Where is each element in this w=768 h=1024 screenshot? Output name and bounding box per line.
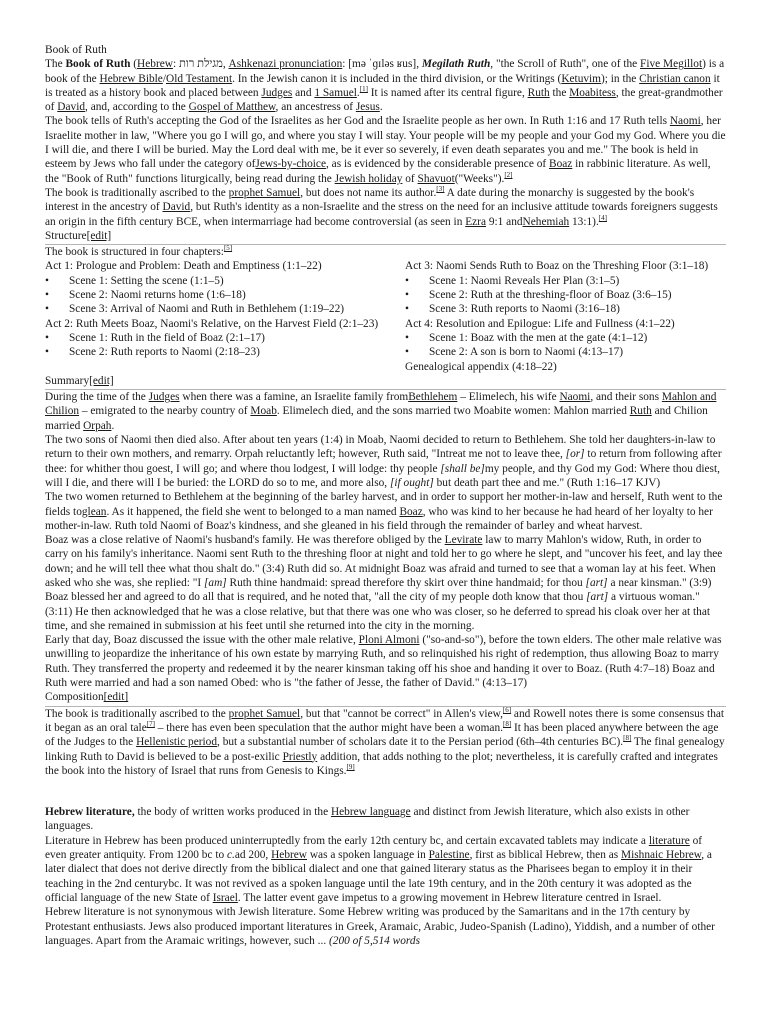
link-hebrew-language[interactable]: Hebrew language: [330, 806, 411, 819]
text: ("so-and-so"), before the town elders. The other male relative was unwilling to jeopardize the inheritance of his own estate by marrying Ruth, and so relinquished his right of redemption, thus allowing Boaz to marry Ruth. They transferred the property and redeemed it by the nearer kinsman taking off his shoe and handing it over to Boaz. (Ruth 4:7–18) Boaz and Ruth were married and had a son named Obed: who is "the father of Jesse, the father of David." (4:13–17): [45, 634, 722, 690]
ref-5[interactable]: [5]: [223, 244, 233, 253]
text: , "the Scroll of Ruth", one of the: [490, 58, 641, 71]
summary-paragraph-2: [45, 433, 726, 490]
link-jews-by-choice[interactable]: Jews-by-choice: [255, 158, 326, 171]
text: , and their sons: [590, 391, 662, 404]
text: ,: [416, 58, 422, 71]
text: , her Israelite mother in law, "Where you go I will go, and where you stay I will stay. Your people will be my people and your God my God. Where you die I will die, and there I will be buried. May the Lord deal with me, be it ever so severely, if even death separates you and me." The book is held in esteem by Jews who fall under the category of: [45, 115, 726, 171]
link-jesus[interactable]: Jesus: [355, 101, 380, 114]
text: . In the Jewish canon it is included in the third division, or the Writings (: [232, 72, 562, 85]
heading-text: Composition: [45, 691, 104, 704]
text: 9:1 and: [486, 215, 523, 228]
italic-text: [art]: [585, 576, 608, 589]
link-priestly[interactable]: Priestly: [282, 750, 318, 763]
section-heading-structure: [45, 229, 726, 243]
text: ) is a book of the: [45, 58, 725, 85]
scene-label: Scene 2: A son is born to Naomi (4:13–17): [429, 346, 624, 359]
text: .: [379, 101, 383, 114]
scene-label: Scene 3: Arrival of Naomi and Ruth in Bethlehem (1:19–22): [69, 303, 345, 316]
text: 13:1).: [569, 215, 599, 228]
heading-text: Structure: [45, 229, 87, 242]
link-ruth[interactable]: Ruth: [527, 86, 550, 99]
text: a near kinsman." (3:9) Boaz blessed her and agreed to do all that is required, and he noted that, "all the city of my people doth know that thou: [45, 576, 712, 604]
text: , who was kind to her because he had heard of her loyalty to her mother-in-law. Ruth told Naomi of Boaz's kindness, and she gleaned in his field through the remainder of barley and wheat harvest.: [45, 505, 713, 532]
text: , an ancestress of: [275, 101, 356, 114]
text: , but that "cannot be correct" in Allen's view,: [300, 707, 503, 720]
text: a virtuous woman." (3:11) He then acknowledged that he was a close relative, but that there was one who was closer, so he deferred to spread his cloak over her at that time, and she remained in submission at his feet until she returned into the city in the morning.: [45, 591, 711, 632]
text: The final genealogy linking Ruth to David is believed to be a post-exilic: [45, 736, 725, 763]
scene-label: Scene 2: Ruth at the threshing-floor of Boaz (3:6–15): [429, 289, 672, 302]
paragraph-ruth-accepts: [45, 114, 726, 185]
link-ruth[interactable]: Ruth: [629, 405, 652, 418]
text: the: [549, 86, 570, 99]
ref-2[interactable]: [2]: [504, 170, 513, 179]
scene-item: [45, 274, 405, 288]
ref-8b[interactable]: [8]: [623, 734, 632, 743]
text: The book is traditionally ascribed to the: [45, 186, 229, 199]
ref-1[interactable]: [1]: [359, 84, 368, 93]
bold-term: Hebrew literature,: [45, 806, 135, 819]
summary-paragraph-3: [45, 490, 726, 533]
truncation-note: (200 of 5,514 words: [329, 934, 420, 947]
scene-label: Scene 2: Ruth reports to Naomi (2:18–23): [69, 346, 260, 359]
link-bethlehem[interactable]: Bethlehem: [408, 391, 458, 404]
text: , first as biblical Hebrew, then as: [469, 849, 621, 862]
paragraph-authorship: [45, 186, 726, 229]
text: /: [162, 72, 166, 85]
link-glean[interactable]: glean: [81, 505, 107, 518]
edit-link-composition[interactable]: [edit]: [103, 691, 129, 704]
ref-8[interactable]: [8]: [502, 719, 512, 728]
bullet-icon: •: [45, 346, 49, 359]
text: but death part thee and me." (Ruth 1:16–17 KJV): [433, 476, 661, 489]
summary-paragraph-5: [45, 633, 726, 690]
link-judges[interactable]: Judges: [148, 391, 180, 404]
hebrew-literature-paragraph-2: [45, 834, 726, 905]
text: The two sons of Naomi then died also. After about ten years (1:4) in Moab, Naomi decided to return to Bethlehem. She told her daughters-in-law to return to their own mothers, and remarry. Orpah reluctantly left; however, Ruth said, "Intreat me not to leave thee,: [45, 434, 716, 461]
scene-label: Scene 3: Ruth reports to Naomi (3:16–18): [429, 303, 620, 316]
hebrew-literature-intro: [45, 805, 726, 834]
edit-link-summary[interactable]: [edit]: [89, 374, 114, 387]
link-moabitess[interactable]: Moabitess: [569, 86, 616, 99]
text: The book is structured in four chapters:: [45, 246, 224, 259]
text: The two women returned to Bethlehem at the beginning of the barley harvest, and in order to support her mother-in-law and herself, Ruth went to the fields to: [45, 491, 723, 518]
ref-9[interactable]: [9]: [346, 762, 355, 771]
link-hebrew-bible[interactable]: Hebrew Bible: [99, 72, 163, 85]
link-mishnaic-hebrew[interactable]: Mishnaic Hebrew: [621, 849, 702, 862]
spacer: [45, 778, 726, 805]
link-ezra[interactable]: Ezra: [465, 215, 486, 228]
bullet-icon: •: [405, 346, 409, 359]
link-naomi[interactable]: Naomi: [559, 391, 591, 404]
hebrew-title: מגילת רות: [178, 58, 223, 71]
ref-6[interactable]: [6]: [502, 705, 512, 714]
ref-4[interactable]: [4]: [598, 213, 607, 222]
italic-text: [or]: [565, 448, 585, 461]
text: and Rowell notes there is some consensus that it began as an oral tale: [45, 707, 725, 734]
italic-text: [am]: [204, 576, 227, 589]
section-heading-summary: [45, 374, 726, 388]
text: ); in the: [601, 72, 640, 85]
italic-text: [art]: [586, 591, 609, 604]
link-david[interactable]: David: [162, 201, 191, 214]
text: ("Weeks").: [454, 172, 505, 185]
text: and distinct from Jewish literature, which also exists in other languages.: [45, 806, 690, 833]
text: Boaz was a close relative of Naomi's husband's family. He was therefore obliged by the: [45, 534, 445, 547]
scene-item: [405, 345, 726, 359]
heading-text: Summary: [45, 374, 90, 387]
link-ashkenazi[interactable]: Ashkenazi pronunciation: [228, 58, 343, 71]
text: The: [45, 58, 66, 71]
bullet-icon: •: [45, 274, 49, 287]
scene-item: [405, 331, 726, 345]
link-moab[interactable]: Moab: [250, 405, 277, 418]
text: was a spoken language in: [307, 849, 429, 862]
link-literature[interactable]: literature: [648, 834, 690, 847]
scene-item: [45, 302, 405, 316]
text: A date during the monarchy is suggested by the book's interest in the ancestry of: [45, 186, 695, 214]
text: , and, according to the: [85, 101, 189, 114]
link-mahlon-and-chilion[interactable]: Mahlon and Chilion: [45, 391, 717, 418]
summary-paragraph-1: [45, 390, 726, 433]
link-ploni-almoni[interactable]: Ploni Almoni: [358, 634, 420, 647]
text: to return from following after thee: for whither thou goest, I will go; and where thou lodgest, I will lodge: thy people: [45, 448, 722, 475]
text: The book tells of Ruth's accepting the God of the Israelites as her God and the Israelite people as her own. In Ruth 1:16 and 17 Ruth tells: [45, 115, 670, 128]
text: it is treated as a history book and placed between: [45, 72, 720, 99]
text: :: [172, 58, 179, 71]
link-palestine[interactable]: Palestine: [428, 849, 470, 862]
link-naomi[interactable]: Naomi: [669, 115, 701, 128]
document-body: [45, 43, 726, 948]
link-prophet-samuel[interactable]: prophet Samuel: [228, 707, 301, 720]
text: and: [292, 86, 315, 99]
text: ,: [222, 58, 229, 71]
scene-item: [45, 345, 405, 359]
text: It is named after its central figure,: [367, 86, 528, 99]
structure-intro: [45, 245, 726, 259]
text: – Elimelech, his wife: [457, 391, 560, 404]
link-gospel-of-matthew[interactable]: Gospel of Matthew: [188, 101, 276, 114]
act-heading: Act 4: Resolution and Epilogue: Life and Fullness (4:1–22): [405, 317, 675, 330]
link-old-testament[interactable]: Old Testament: [166, 72, 233, 85]
text: The book is traditionally ascribed to the: [45, 707, 229, 720]
text: the body of written works produced in the: [134, 806, 331, 819]
bullet-icon: •: [45, 289, 49, 302]
text: law to marry Mahlon's widow, Ruth, in order to carry on his family's inheritance. Naomi sent Ruth to the threshing floor at night and told her to go where he slept, and "uncover his feet, and lay thee down; and he will tell thee what thou shalt do." (3:4) Ruth did so. At midnight Boaz was afraid and turned to see that a woman lay at his feet. When asked who she was, she replied: "I: [45, 534, 723, 589]
section-heading-composition: [45, 690, 726, 704]
bullet-icon: •: [45, 303, 49, 316]
text: addition, that adds nothing to the plot; nevertheless, it is carefully crafted and integrates the book into the history of Israel that runs from Genesis to Kings.: [45, 750, 718, 777]
link-jewish-holiday[interactable]: Jewish holiday: [334, 172, 403, 185]
bullet-icon: •: [405, 289, 409, 302]
link-prophet-samuel[interactable]: prophet Samuel: [228, 186, 301, 199]
text: my people, and thy God my God: Where thou diest, will I die, and there will I be buried: the LORD do so to me, and more also,: [45, 462, 720, 489]
link-1-samuel[interactable]: 1 Samuel: [314, 86, 357, 99]
link-israel[interactable]: Israel: [212, 891, 238, 904]
text: It has been placed anywhere between the age of the Judges to the: [45, 721, 719, 749]
italic-text: [shall be]: [440, 462, 485, 475]
text: , but a substantial number of scholars date it to the Persian period (6th–4th centuries BC).: [217, 736, 624, 749]
link-nehemiah[interactable]: Nehemiah: [522, 215, 570, 228]
link-ketuvim[interactable]: Ketuvim: [561, 72, 602, 85]
act-heading: Genealogical appendix (4:18–22): [405, 360, 557, 373]
text: .: [356, 86, 360, 99]
text: , but Ruth's identity as a non-Israelite and the stress on the need for an inclusive attitude towards foreigners suggests an origin in the fifth century BCE, when intermarriage had become controversial (as seen in: [45, 201, 718, 228]
scene-label: Scene 1: Naomi Reveals Her Plan (3:1–5): [429, 274, 620, 287]
link-hebrew[interactable]: Hebrew: [271, 849, 307, 862]
text: , the great-grandmother of: [45, 86, 723, 114]
text: and Chilion married: [45, 405, 708, 432]
link-shavuot[interactable]: Shavuot: [417, 172, 455, 185]
text: in rabbinic literature. As well, the "Book of Ruth" functions liturgically, being read during the: [45, 158, 711, 185]
ipa-text: [mə ˈɡɪləs ʁus]: [348, 58, 417, 71]
link-judges[interactable]: Judges: [261, 86, 293, 99]
link-hebrew[interactable]: Hebrew: [137, 58, 173, 71]
page-title: Book of Ruth: [45, 44, 107, 56]
scene-label: Scene 1: Setting the scene (1:1–5): [69, 274, 224, 287]
ref-7[interactable]: [7]: [146, 719, 155, 728]
link-boaz[interactable]: Boaz: [549, 158, 573, 171]
link-orpah[interactable]: Orpah: [83, 419, 112, 432]
scene-item: [405, 302, 726, 316]
text: . Elimelech died, and the sons married two Moabite women: Mahlon married: [276, 405, 630, 418]
text: . The latter event gave impetus to a growing movement in Hebrew literature centred in Israel.: [237, 891, 662, 904]
ref-3[interactable]: [3]: [436, 184, 445, 193]
text: Literature in Hebrew has been produced uninterruptedly from the early 12th century bc, and certain excavated tablets may indicate a: [45, 834, 649, 847]
bullet-icon: •: [45, 331, 49, 344]
text: when there was a famine, an Israelite family from: [179, 391, 409, 404]
edit-link-structure[interactable]: [edit]: [86, 229, 112, 242]
link-five-megillot[interactable]: Five Megillot: [640, 58, 703, 71]
scene-item: [405, 274, 726, 288]
book-name: Book of Ruth: [65, 58, 131, 71]
intro-paragraph: [45, 57, 726, 114]
scene-item: [45, 331, 405, 345]
link-david[interactable]: David: [57, 101, 86, 114]
act-heading: Act 1: Prologue and Problem: Death and Emptiness (1:1–22): [45, 260, 322, 273]
text: ad 200,: [234, 849, 272, 862]
bullet-icon: •: [405, 331, 409, 344]
text: :: [342, 58, 349, 71]
text: – emigrated to the nearby country of: [79, 405, 251, 418]
link-hellenistic-period[interactable]: Hellenistic period: [136, 736, 218, 749]
text: (: [130, 58, 138, 71]
scene-item: [405, 288, 726, 302]
text: of: [402, 172, 418, 185]
act-heading: Act 2: Ruth Meets Boaz, Naomi's Relative, on the Harvest Field (2:1–23): [45, 317, 379, 330]
megilath-ruth: Megilath Ruth: [421, 58, 491, 71]
scene-label: Scene 1: Boaz with the men at the gate (4:1–12): [429, 331, 648, 344]
italic-text: [if ought]: [389, 476, 434, 489]
hebrew-literature-paragraph-3: [45, 905, 726, 948]
italic-text: c.: [226, 849, 235, 862]
scene-item: [45, 288, 405, 302]
text: , but does not name its author.: [300, 186, 437, 199]
text: Hebrew literature is not synonymous with Jewish literature. Some Hebrew writing was produced by the Samaritans and in the 17th century by Protestant enthusiasts. Jews also produced important literatures in Greek, Aramaic, Arabic, Judeo-Spanish (Ladino), Yiddish, and a number of other languages. Apart from the Aramaic writings, however, such ...: [45, 906, 715, 947]
scene-label: Scene 2: Naomi returns home (1:6–18): [69, 289, 246, 302]
acts-right-column: [405, 259, 726, 373]
text: . As it happened, the field she went to belonged to a man named: [106, 505, 400, 518]
text: , as is evidenced by the considerable presence of: [325, 158, 549, 171]
bullet-icon: •: [405, 274, 409, 287]
link-boaz[interactable]: Boaz: [399, 505, 423, 518]
text: During the time of the: [45, 391, 149, 404]
acts-left-column: [45, 259, 405, 373]
bullet-icon: •: [405, 303, 409, 316]
text: of even greater antiquity. From 1200 bc to: [45, 834, 703, 862]
text: Ruth thine handmaid: spread therefore thy skirt over thine handmaid; for thou: [226, 576, 586, 589]
scene-label: Scene 1: Ruth in the field of Boaz (2:1–17): [69, 331, 265, 344]
link-levirate[interactable]: Levirate: [444, 534, 483, 547]
act-heading: Act 3: Naomi Sends Ruth to Boaz on the Threshing Floor (3:1–18): [405, 260, 709, 273]
text: .: [111, 419, 115, 432]
text: – there has even been speculation that the author might have been a woman.: [154, 721, 503, 734]
composition-paragraph: [45, 707, 726, 778]
summary-paragraph-4: [45, 533, 726, 633]
text: , a later dialect that does not derive directly from the biblical dialect and one that gained literary status as the Pharisees began to employ it in their teaching in the 2nd centurybc. It was not revived as a spoken language until the late 19th century, and in the 20th century it was adopted as the official language of the new State of: [45, 849, 712, 904]
text: Early that day, Boaz discussed the issue with the other male relative,: [45, 634, 359, 647]
link-christian-canon[interactable]: Christian canon: [639, 72, 711, 85]
acts-columns: [45, 259, 726, 373]
